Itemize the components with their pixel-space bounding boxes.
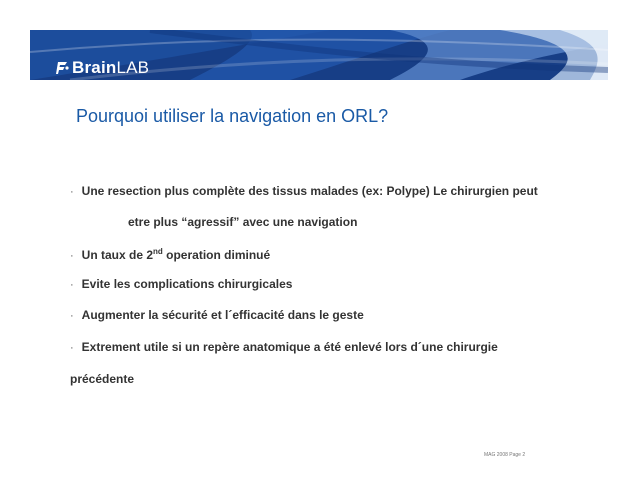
bullet-dot: · [70, 186, 74, 198]
bullet-item-5-continuation [70, 372, 134, 386]
bullet-item-3 [70, 277, 292, 291]
bullet-text: Extrement utile si un repère anatomique a été enlevé lors d´une chirurgie [81, 340, 498, 354]
bullet-item-2 [70, 248, 270, 262]
bullet-item-1-continuation [128, 215, 357, 229]
bullet-text: etre plus “agressif” avec une navigation [128, 215, 358, 229]
bullet-dot: · [70, 279, 74, 291]
bullet-text: Une resection plus complète des tissus malades (ex: Polype) Le chirurgien peut [81, 184, 538, 198]
bullet-text: Evite les complications chirurgicales [81, 277, 293, 291]
bullet-item-4 [70, 308, 364, 322]
bullet-dot: · [70, 342, 74, 354]
bullet-item-5 [70, 340, 498, 354]
bullet-text: Un taux de 2 [81, 248, 154, 262]
slide-title: Pourquoi utiliser la navigation en ORL? [76, 106, 389, 126]
bullet-text: Augmenter la sécurité et l´efficacité dans le geste [81, 308, 364, 322]
footer-page-note: MAG 2008 Page 2 [484, 452, 526, 458]
logo-brain-text: Brain [72, 58, 117, 77]
bullet-item-1 [70, 184, 538, 198]
bullet-superscript: nd [153, 247, 163, 256]
bullet-text: précédente [70, 372, 135, 386]
logo-lab-text: LAB [116, 58, 150, 77]
bullet-dot: · [70, 250, 74, 262]
brainlab-logo [56, 58, 149, 78]
brainlab-logo-icon [56, 60, 69, 76]
bullet-dot: · [70, 310, 74, 322]
bullet-text: operation diminué [162, 248, 271, 262]
